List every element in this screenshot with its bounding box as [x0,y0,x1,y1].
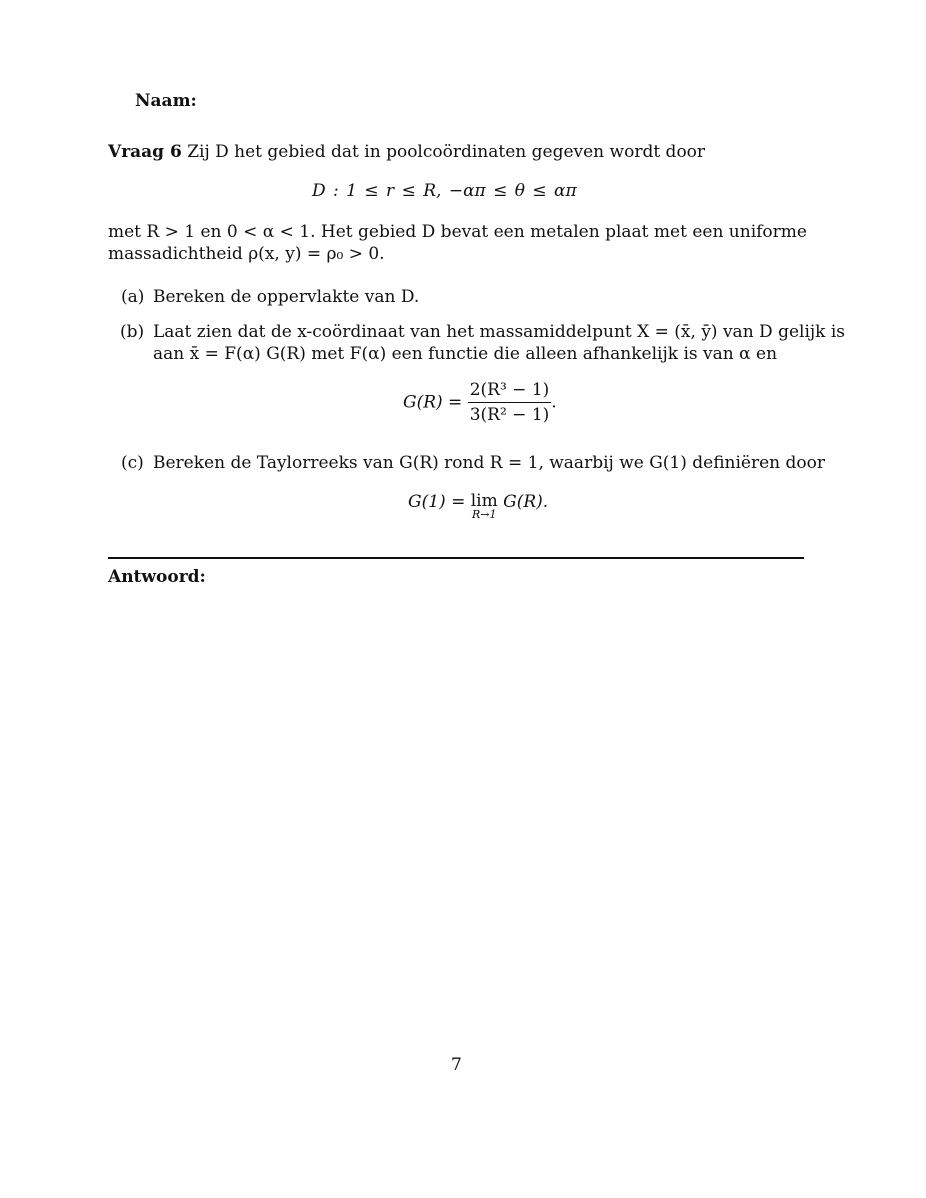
formula-g-denominator: 3(R² − 1) [469,405,550,425]
part-c-marker: (c) [121,453,144,473]
page-number: 7 [451,1055,462,1075]
part-a-marker: (a) [121,287,145,307]
domain-equation: D : 1 ≤ r ≤ R, −απ ≤ θ ≤ απ [312,181,577,201]
formula-limit-word: lim [470,491,498,511]
question-intro-line [108,141,705,163]
part-b-line-2: aan x̄ = F(α) G(R) met F(α) een functie die alleen afhankelijk is van α en [153,344,778,364]
question-intro: Zij D het gebied dat in poolcoördinaten gegeven wordt door [187,142,706,162]
formula-g-fraction [468,380,552,425]
part-b-line-1: Laat zien dat de x-coördinaat van het massamiddelpunt X = (x̄, ȳ) van D gelijk is [153,322,846,342]
formula-limit-rhs: G(R). [503,492,549,512]
formula-g-numerator: 2(R³ − 1) [468,380,552,403]
name-label: Naam: [135,91,197,111]
answer-label: Antwoord: [108,567,206,587]
formula-g-of-r [403,380,557,425]
formula-limit-lhs: G(1) = [408,492,466,512]
formula-limit-operator [471,492,498,520]
part-a-text: Bereken de oppervlakte van D. [153,287,420,307]
conditions-line-1: met R > 1 en 0 < α < 1. Het gebied D bevat een metalen plaat met een uniforme [108,222,807,242]
part-b-marker: (b) [120,322,145,342]
conditions-line-2: massadichtheid ρ(x, y) = ρ₀ > 0. [108,244,385,264]
formula-g-end: . [551,392,557,413]
question-label: Vraag 6 [108,142,182,162]
formula-limit-subscript: R→1 [471,508,497,521]
formula-limit [408,492,548,520]
formula-g-lhs: G(R) = [403,392,463,413]
separator-rule [108,557,804,559]
part-c-line-1: Bereken de Taylorreeks van G(R) rond R = 1, waarbij we G(1) definiëren door [153,453,826,473]
